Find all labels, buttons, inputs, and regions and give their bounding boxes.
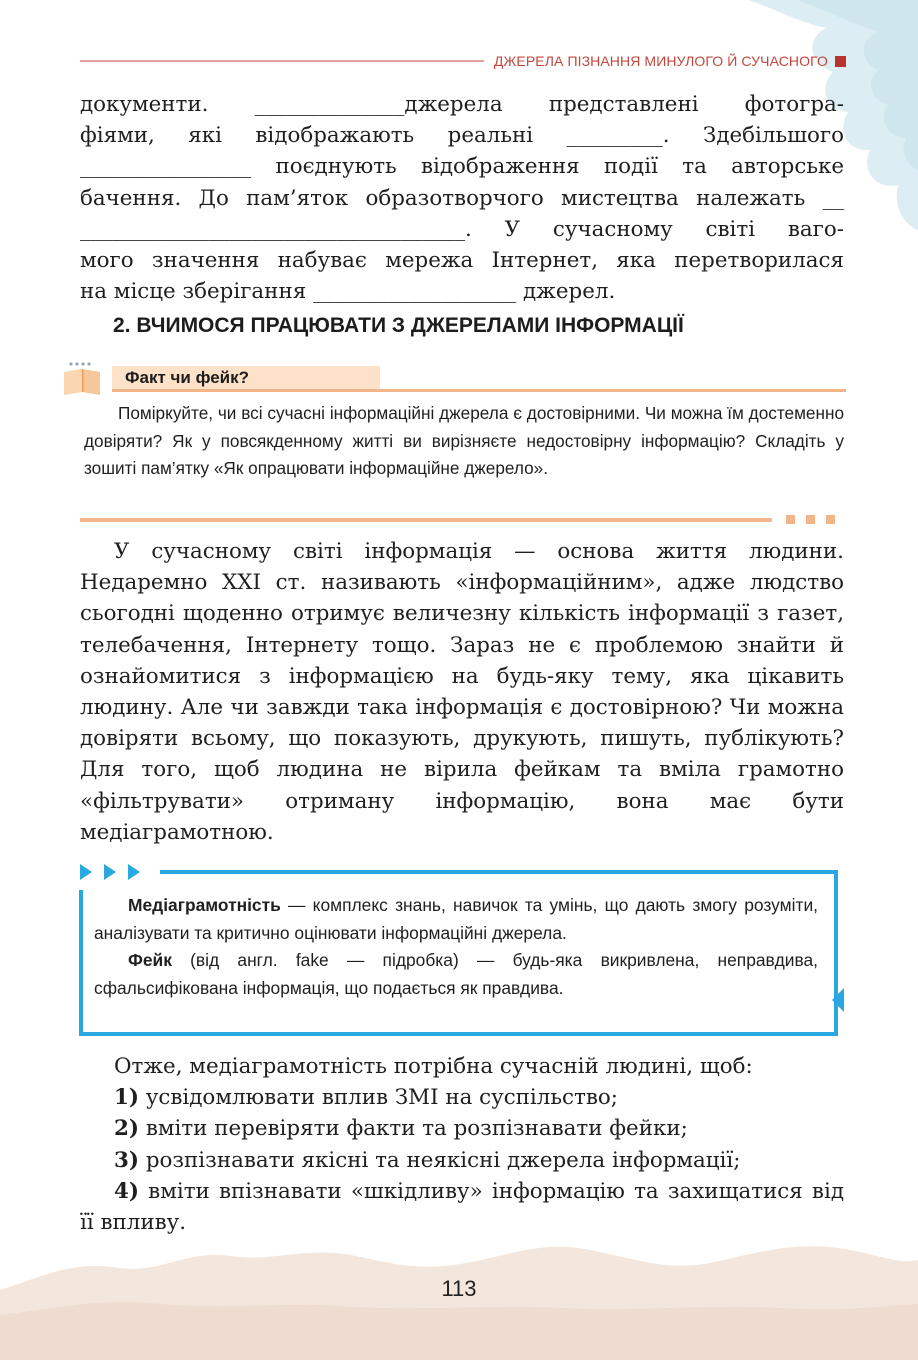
definition-media-literacy	[94, 892, 818, 947]
list-number: 1)	[114, 1085, 140, 1111]
main-paragraph	[80, 536, 844, 848]
definition-term: Фейк	[128, 950, 172, 970]
page-number: 113	[441, 1276, 477, 1301]
text-line: мого значення набуває мережа Інтернет, яка перетворилася	[80, 248, 844, 274]
fact-or-fake-box	[62, 360, 846, 528]
list-text: вміти впізнавати «шкідливу» інформацію та захищатися від її впливу.	[80, 1178, 844, 1236]
list-text: вміти перевіряти факти та розпізнавати фейки;	[139, 1116, 688, 1142]
section-heading: 2. ВЧИМОСЯ ПРАЦЮВАТИ З ДЖЕРЕЛАМИ ІНФОРМАЦІЇ	[113, 314, 684, 337]
definition-term: Медіаграмотність	[128, 895, 281, 915]
header-square-marker	[835, 56, 846, 67]
list-number: 4)	[114, 1178, 140, 1204]
text-line: документи. ______________джерела представлені фотогра-	[80, 92, 844, 117]
dots-decoration	[786, 515, 846, 525]
definitions-box	[78, 858, 848, 1036]
fact-box-title: Факт чи фейк?	[125, 368, 250, 387]
list-text: усвідомлювати вплив ЗМІ на суспільство;	[139, 1085, 618, 1111]
fact-box-bottom-rule	[80, 518, 772, 522]
text-line: ____________________________________. У сучасному світі ваго-	[80, 216, 844, 242]
fact-box-paragraph: Поміркуйте, чи всі сучасні інформаційні джерела є достовірними. Чи можна їм достеменно довіряти? Як у повсякденному житті ви вирізняєте недостовірну інформацію? Складіть у зошиті пам’ятку «Як опрацювати інформаційне джерело».	[84, 403, 844, 478]
header-rule	[80, 60, 484, 62]
running-header	[80, 50, 846, 72]
list-number: 3)	[114, 1147, 140, 1173]
top-paragraph	[80, 89, 844, 307]
list-text: розпізнавати якісні та неякісні джерела інформації;	[139, 1147, 741, 1173]
definition-fake	[94, 947, 818, 1002]
text-line: бачення. До пам’яток образотворчого мистецтва належать __	[80, 185, 844, 211]
paragraph-text: У сучасному світі інформація — основа життя людини. Недаремно XXI ст. називають «інформаційним», адже людство сьогодні щоденно отримує величезну кількість інформації з газет, телебачення, Інтернету тощо. Зараз не є проблемою знайти й ознайомитися з інформацією на будь-яку тему, яка цікавить людину. Але чи завжди така інформація є достовірною? Чи можна довіряти всьому, що показують, друкують, пишуть, публікують? Для того, щоб людина не вірила фейкам та вміла грамотно «фільтрувати» отриману інформацію, вона має бути медіаграмотною.	[80, 539, 844, 845]
list-item	[80, 1082, 844, 1113]
fact-box-text	[84, 400, 844, 483]
running-title: ДЖЕРЕЛА ПІЗНАННЯ МИНУЛОГО Й СУЧАСНОГО	[493, 53, 828, 69]
book-icon	[62, 360, 102, 396]
text-line: на місце зберігання ___________________ джерел.	[80, 279, 616, 305]
fact-box-top-rule	[112, 389, 846, 392]
list-item	[80, 1113, 844, 1144]
definition-body: — комплекс знань, навичок та умінь, що дають змогу розуміти, аналізувати та критично оцінювати інформаційні джерела.	[94, 895, 818, 943]
list-section	[80, 1051, 844, 1238]
definitions-text	[94, 892, 818, 1002]
definition-body: (від англ. fake — підробка) — будь-яка викривлена, неправдива, сфальсифікована інформація, що подається як правдива.	[94, 950, 818, 998]
list-item	[80, 1145, 844, 1176]
list-item	[80, 1176, 844, 1238]
text-line: ________________ поєднують відображення події та авторське	[80, 154, 844, 180]
list-intro: Отже, медіаграмотність потрібна сучасній людині, щоб:	[114, 1054, 753, 1079]
list-number: 2)	[114, 1116, 140, 1142]
text-line: фіями, які відображають реальні _________. Здебільшого	[80, 123, 844, 149]
